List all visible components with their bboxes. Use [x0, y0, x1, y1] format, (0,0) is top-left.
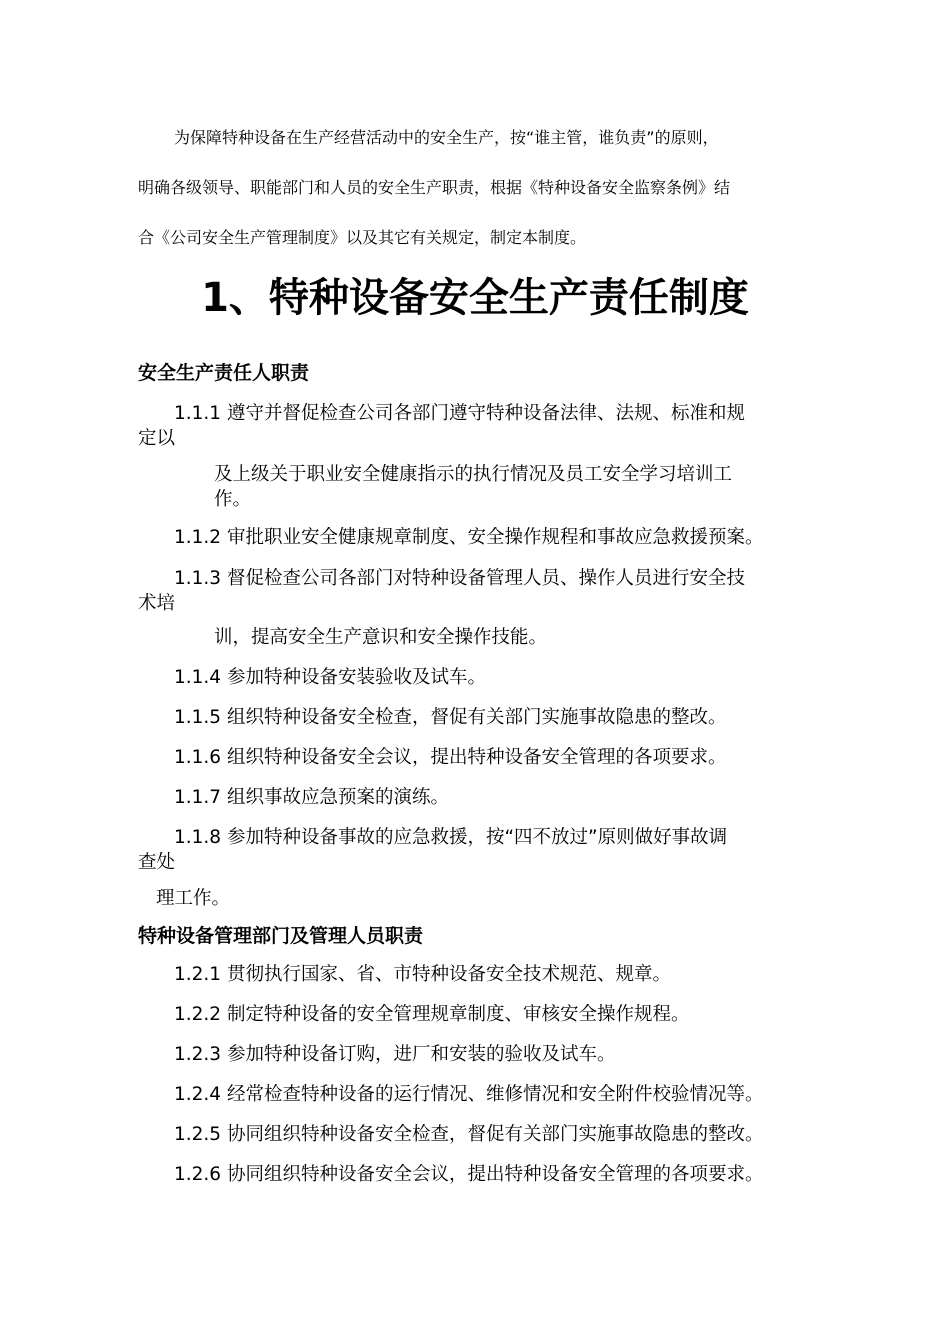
list-item-wrap: 定以 — [138, 428, 176, 449]
list-item: 1.2.1 贯彻执行国家、省、市特种设备安全技术规范、规章。 — [174, 964, 671, 985]
section-heading-responsible-person: 安全生产责任人职责 — [138, 362, 310, 384]
list-item: 1.1.5 组织特种设备安全检查，督促有关部门实施事故隐患的整改。 — [174, 707, 727, 728]
list-item: 1.1.7 组织事故应急预案的演练。 — [174, 787, 449, 808]
page-title: 1、特种设备安全生产责任制度 — [201, 275, 749, 321]
list-item: 1.2.2 制定特种设备的安全管理规章制度、审核安全操作规程。 — [174, 1004, 690, 1025]
list-item: 1.2.5 协同组织特种设备安全检查，督促有关部门实施事故隐患的整改。 — [174, 1124, 764, 1145]
section-heading-management-dept: 特种设备管理部门及管理人员职责 — [138, 925, 424, 947]
list-item: 1.1.1 遵守并督促检查公司各部门遵守特种设备法律、法规、标准和规 — [174, 403, 745, 424]
list-item-continuation: 理工作。 — [156, 888, 231, 909]
list-item: 1.2.3 参加特种设备订购，进厂和安装的验收及试车。 — [174, 1044, 616, 1065]
intro-line-1: 为保障特种设备在生产经营活动中的安全生产，按“谁主管，谁负责”的原则， — [174, 128, 719, 147]
list-item-continuation: 作。 — [214, 489, 252, 510]
list-item-wrap: 术培 — [138, 593, 176, 614]
list-item: 1.1.3 督促检查公司各部门对特种设备管理人员、操作人员进行安全技 — [174, 568, 745, 589]
intro-line-2: 明确各级领导、职能部门和人员的安全生产职责，根据《特种设备安全监察条例》结 — [138, 178, 731, 197]
list-item: 1.2.4 经常检查特种设备的运行情况、维修情况和安全附件校验情况等。 — [174, 1084, 764, 1105]
list-item-continuation: 及上级关于职业安全健康指示的执行情况及员工安全学习培训工 — [214, 464, 733, 485]
intro-line-3: 合《公司安全生产管理制度》以及其它有关规定，制定本制度。 — [138, 228, 587, 247]
list-item: 1.1.6 组织特种设备安全会议，提出特种设备安全管理的各项要求。 — [174, 747, 727, 768]
list-item: 1.1.8 参加特种设备事故的应急救援，按“四不放过”原则做好事故调 — [174, 827, 728, 848]
list-item: 1.2.6 协同组织特种设备安全会议，提出特种设备安全管理的各项要求。 — [174, 1164, 764, 1185]
list-item: 1.1.4 参加特种设备安装验收及试车。 — [174, 667, 486, 688]
list-item-wrap: 查处 — [138, 852, 176, 873]
list-item: 1.1.2 审批职业安全健康规章制度、安全操作规程和事故应急救援预案。 — [174, 527, 764, 548]
list-item-continuation: 训，提高安全生产意识和安全操作技能。 — [214, 627, 548, 648]
